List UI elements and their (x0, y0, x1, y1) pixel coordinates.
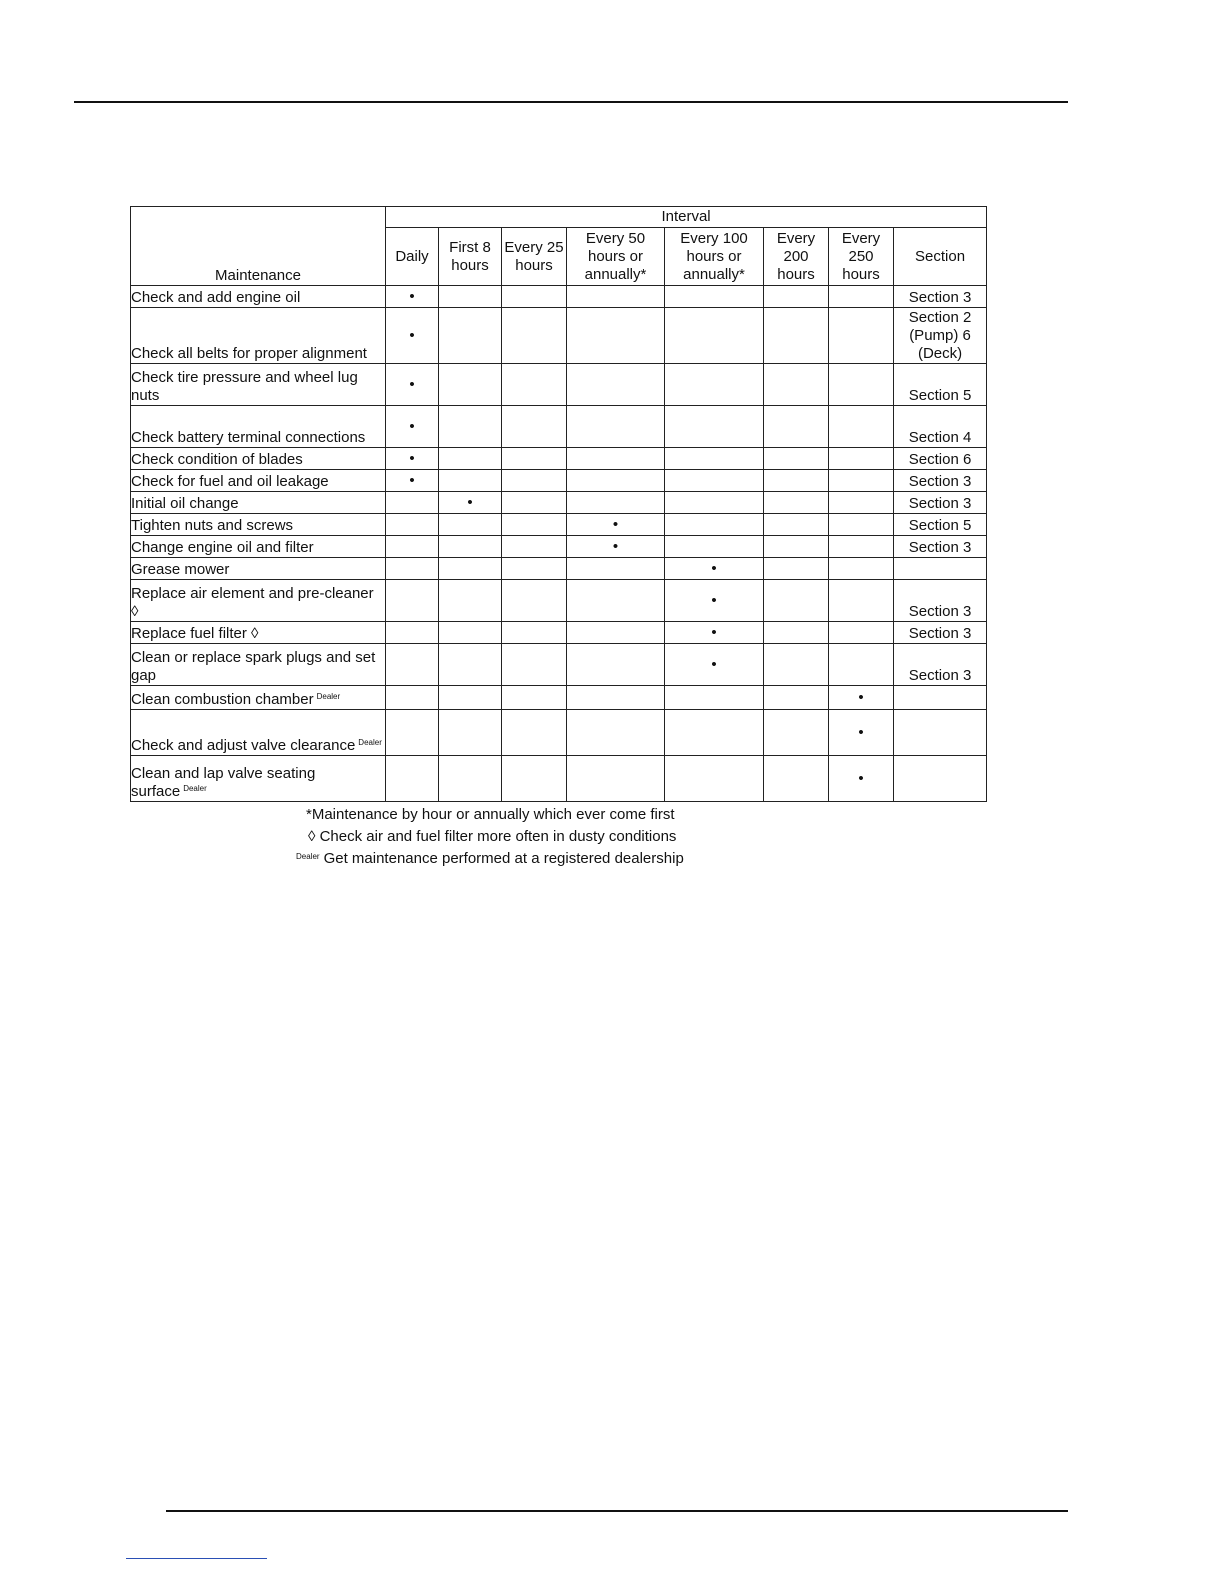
empty-cell (439, 536, 502, 558)
empty-cell (502, 558, 567, 580)
empty-cell (764, 492, 829, 514)
empty-cell (439, 286, 502, 308)
empty-cell (386, 644, 439, 686)
empty-cell (764, 286, 829, 308)
section-cell: Section 3 (894, 536, 987, 558)
task-cell (131, 406, 386, 448)
footnote-dealer-text: Get maintenance performed at a registered dealership (323, 850, 684, 867)
empty-cell (764, 686, 829, 710)
empty-cell (829, 448, 894, 470)
empty-cell (665, 686, 764, 710)
interval-mark: • (439, 492, 502, 514)
footnote-dealer (290, 848, 770, 870)
empty-cell (829, 514, 894, 536)
section-cell (894, 686, 987, 710)
task-cell (131, 514, 386, 536)
empty-cell (439, 364, 502, 406)
empty-cell (665, 536, 764, 558)
empty-cell (386, 756, 439, 802)
column-header-every-25-hours: Every 25 hours (502, 228, 567, 286)
task-label: Grease mower (131, 561, 230, 578)
empty-cell (502, 756, 567, 802)
dealer-mark: Dealer (296, 852, 320, 861)
task-label: Check and add engine oil (131, 289, 301, 306)
empty-cell (764, 710, 829, 756)
empty-cell (567, 448, 665, 470)
empty-cell (439, 710, 502, 756)
empty-cell (386, 558, 439, 580)
section-cell: Section 2 (Pump) 6 (Deck) (894, 308, 987, 364)
dealer-mark: Dealer (358, 738, 382, 747)
empty-cell (764, 514, 829, 536)
task-label: Check battery terminal connections (131, 429, 366, 446)
empty-cell (764, 470, 829, 492)
empty-cell (764, 308, 829, 364)
interval-header: Interval (386, 207, 987, 228)
section-cell: Section 4 (894, 406, 987, 448)
empty-cell (764, 536, 829, 558)
task-cell (131, 558, 386, 580)
footnote-dusty: ◊ Check air and fuel filter more often in dusty conditions (308, 828, 677, 845)
table-row (131, 286, 987, 308)
column-header-every-100-hours: Every 100 hours or annually* (665, 228, 764, 286)
task-label: Check condition of blades (131, 451, 303, 468)
empty-cell (439, 558, 502, 580)
empty-cell (829, 492, 894, 514)
interval-mark: • (829, 686, 894, 710)
empty-cell (567, 686, 665, 710)
empty-cell (665, 308, 764, 364)
empty-cell (502, 710, 567, 756)
column-header-daily: Daily (386, 228, 439, 286)
empty-cell (665, 710, 764, 756)
section-cell (894, 756, 987, 802)
section-cell: Section 3 (894, 492, 987, 514)
empty-cell (502, 448, 567, 470)
section-cell (894, 558, 987, 580)
empty-cell (502, 492, 567, 514)
empty-cell (567, 406, 665, 448)
task-cell (131, 756, 386, 802)
interval-mark: • (386, 286, 439, 308)
interval-mark: • (567, 536, 665, 558)
interval-mark: • (665, 622, 764, 644)
task-cell (131, 470, 386, 492)
interval-mark: • (386, 470, 439, 492)
table-row (131, 756, 987, 802)
interval-mark: • (665, 644, 764, 686)
table-row (131, 558, 987, 580)
task-cell (131, 686, 386, 710)
empty-cell (386, 514, 439, 536)
task-label: Clean or replace spark plugs and set gap (131, 649, 376, 684)
header-rule (74, 101, 1068, 103)
empty-cell (665, 492, 764, 514)
empty-cell (665, 286, 764, 308)
empty-cell (439, 580, 502, 622)
empty-cell (502, 470, 567, 492)
empty-cell (829, 558, 894, 580)
table-row (131, 686, 987, 710)
empty-cell (502, 364, 567, 406)
empty-cell (764, 364, 829, 406)
table-row (131, 622, 987, 644)
empty-cell (386, 622, 439, 644)
empty-cell (665, 756, 764, 802)
empty-cell (567, 710, 665, 756)
task-label: Check and adjust valve clearance (131, 737, 356, 754)
empty-cell (567, 308, 665, 364)
empty-cell (439, 622, 502, 644)
empty-cell (567, 558, 665, 580)
empty-cell (502, 644, 567, 686)
empty-cell (567, 756, 665, 802)
task-cell (131, 308, 386, 364)
empty-cell (764, 580, 829, 622)
empty-cell (439, 514, 502, 536)
section-column-header: Section (894, 228, 987, 286)
empty-cell (439, 448, 502, 470)
table-row (131, 470, 987, 492)
empty-cell (829, 470, 894, 492)
interval-mark: • (567, 514, 665, 536)
empty-cell (665, 406, 764, 448)
footer-rule (166, 1510, 1068, 1512)
task-label: Clean combustion chamber (131, 691, 314, 708)
empty-cell (502, 536, 567, 558)
interval-mark: • (386, 406, 439, 448)
section-cell: Section 5 (894, 514, 987, 536)
section-cell: Section 3 (894, 286, 987, 308)
task-cell (131, 580, 386, 622)
section-cell: Section 3 (894, 622, 987, 644)
empty-cell (502, 580, 567, 622)
interval-mark: • (386, 364, 439, 406)
interval-mark: • (665, 558, 764, 580)
section-cell: Section 6 (894, 448, 987, 470)
empty-cell (439, 406, 502, 448)
footnote-annual: *Maintenance by hour or annually which ever come first (306, 806, 675, 823)
column-header-every-200-hours: Every 200 hours (764, 228, 829, 286)
interval-mark: • (386, 448, 439, 470)
empty-cell (502, 308, 567, 364)
empty-cell (502, 406, 567, 448)
task-label: Change engine oil and filter (131, 539, 314, 556)
task-label: Check tire pressure and wheel lug nuts (131, 369, 358, 404)
task-label: Initial oil change (131, 495, 239, 512)
task-cell (131, 492, 386, 514)
empty-cell (829, 644, 894, 686)
empty-cell (665, 448, 764, 470)
section-cell: Section 3 (894, 470, 987, 492)
table-row (131, 644, 987, 686)
section-cell: Section 3 (894, 644, 987, 686)
column-header-every-50-hours: Every 50 hours or annually* (567, 228, 665, 286)
empty-cell (502, 514, 567, 536)
interval-mark: • (829, 710, 894, 756)
empty-cell (567, 286, 665, 308)
empty-cell (829, 536, 894, 558)
empty-cell (567, 622, 665, 644)
empty-cell (439, 470, 502, 492)
task-cell (131, 364, 386, 406)
empty-cell (764, 756, 829, 802)
maintenance-column-header: Maintenance (131, 207, 386, 286)
dealer-mark: Dealer (316, 692, 341, 701)
column-header-first-8-hours: First 8 hours (439, 228, 502, 286)
empty-cell (567, 364, 665, 406)
task-cell (131, 622, 386, 644)
table-row (131, 580, 987, 622)
empty-cell (764, 644, 829, 686)
task-label: Check all belts for proper alignment (131, 345, 367, 362)
empty-cell (439, 756, 502, 802)
interval-mark: • (829, 756, 894, 802)
section-cell: Section 5 (894, 364, 987, 406)
interval-mark: • (665, 580, 764, 622)
empty-cell (829, 622, 894, 644)
empty-cell (439, 308, 502, 364)
interval-mark: • (386, 308, 439, 364)
empty-cell (386, 580, 439, 622)
empty-cell (386, 536, 439, 558)
empty-cell (439, 686, 502, 710)
footer-link-underline (126, 1558, 267, 1559)
empty-cell (764, 558, 829, 580)
task-cell (131, 644, 386, 686)
table-row (131, 710, 987, 756)
section-cell: Section 3 (894, 580, 987, 622)
table-row (131, 514, 987, 536)
schedule-rows (131, 286, 987, 802)
empty-cell (386, 492, 439, 514)
empty-cell (502, 286, 567, 308)
empty-cell (764, 448, 829, 470)
empty-cell (567, 492, 665, 514)
table-row (131, 308, 987, 364)
empty-cell (829, 308, 894, 364)
section-cell (894, 710, 987, 756)
task-label: Replace fuel filter ◊ (131, 625, 259, 642)
empty-cell (829, 580, 894, 622)
task-label: Tighten nuts and screws (131, 517, 294, 534)
empty-cell (665, 364, 764, 406)
empty-cell (386, 686, 439, 710)
empty-cell (567, 580, 665, 622)
empty-cell (439, 644, 502, 686)
maintenance-schedule-table (130, 206, 987, 802)
dealer-mark: Dealer (183, 784, 207, 793)
empty-cell (502, 686, 567, 710)
empty-cell (829, 406, 894, 448)
empty-cell (829, 364, 894, 406)
empty-cell (665, 470, 764, 492)
table-row (131, 492, 987, 514)
task-cell (131, 536, 386, 558)
task-cell (131, 448, 386, 470)
column-header-every-250-hours: Every 250 hours (829, 228, 894, 286)
task-label: Replace air element and pre-cleaner ◊ (131, 585, 374, 620)
task-label: Clean and lap valve seating surface (131, 765, 316, 800)
table-row (131, 406, 987, 448)
empty-cell (567, 470, 665, 492)
task-cell (131, 710, 386, 756)
task-label: Check for fuel and oil leakage (131, 473, 329, 490)
table-row (131, 536, 987, 558)
empty-cell (829, 286, 894, 308)
empty-cell (665, 514, 764, 536)
table-row (131, 448, 987, 470)
task-cell (131, 286, 386, 308)
table-footnotes (290, 804, 770, 870)
empty-cell (502, 622, 567, 644)
empty-cell (567, 644, 665, 686)
empty-cell (764, 622, 829, 644)
empty-cell (386, 710, 439, 756)
table-row (131, 364, 987, 406)
empty-cell (764, 406, 829, 448)
